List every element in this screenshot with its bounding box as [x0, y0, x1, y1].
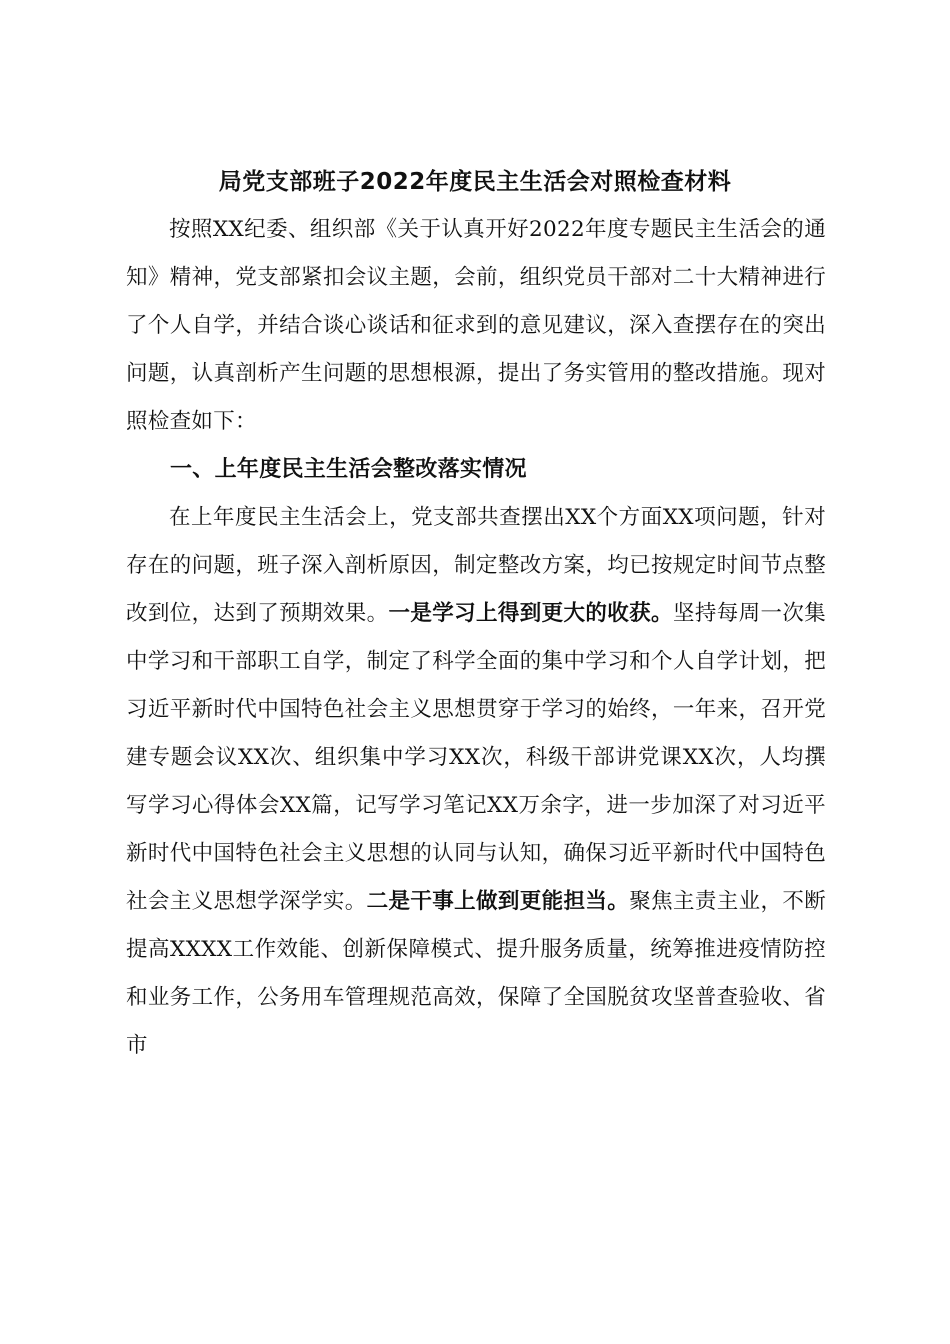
emphasis-point-2: 二是干事上做到更能担当。: [366, 889, 630, 914]
emphasis-point-1: 一是学习上得到更大的收获。: [388, 601, 673, 626]
document-body: [126, 206, 826, 1070]
paragraph-text: 坚持每周一次集中学习和干部职工自学，制定了科学全面的集中学习和个人自学计划，把习近平新时代中国特色社会主义思想贯穿于学习的始终，一年来，召开党建专题会议XX次、组织集中学习XX次，科级干部讲党课XX次，人均撰写学习心得体会XX篇，记写学习笔记XX万余字，进一步加深了对习近平新时代中国特色社会主义思想的认同与认知，确保习近平新时代中国特色社会主义思想学深学实。: [126, 601, 826, 914]
paragraph-text: 聚焦主责主业，不断提高XXXX工作效能、创新保障模式、提升服务质量，统筹推进疫情防控和业务工作，公务用车管理规范高效，保障了全国脱贫攻坚普查验收、省市: [126, 889, 827, 1058]
section-1-paragraph: [126, 494, 826, 1070]
intro-paragraph: 按照XX纪委、组织部《关于认真开好2022年度专题民主生活会的通知》精神，党支部紧扣会议主题，会前，组织党员干部对二十大精神进行了个人自学，并结合谈心谈话和征求到的意见建议，深入查摆存在的突出问题，认真剖析产生问题的思想根源，提出了务实管用的整改措施。现对照检查如下：: [126, 217, 826, 434]
section-heading-1: 一、上年度民主生活会整改落实情况: [170, 457, 527, 482]
document-title: 局党支部班子2022年度民主生活会对照检查材料: [218, 169, 732, 195]
paragraph-text: 在上年度民主生活会上，党支部共查摆出XX个方面XX项问题，针对存在的问题，班子深入剖析原因，制定整改方案，均已按规定时间节点整改到位，达到了预期效果。: [126, 505, 826, 626]
